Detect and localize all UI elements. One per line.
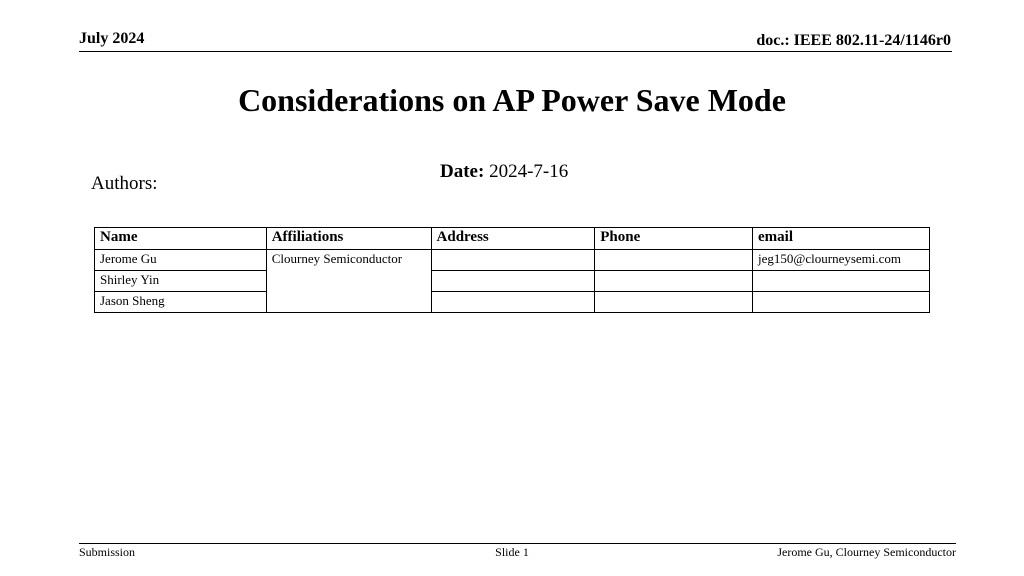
column-header-name: Name bbox=[95, 228, 267, 250]
footer-slide-number: Slide 1 bbox=[495, 545, 529, 559]
date-line bbox=[440, 161, 568, 183]
column-header-email: email bbox=[753, 228, 930, 250]
table-row bbox=[95, 250, 930, 271]
cell-email bbox=[753, 292, 930, 313]
authors-label: Authors: bbox=[91, 173, 158, 194]
header-date: July 2024 bbox=[79, 30, 145, 47]
cell-phone bbox=[595, 271, 753, 292]
cell-email: jeg150@clourneysemi.com bbox=[753, 250, 930, 271]
column-header-affiliations: Affiliations bbox=[266, 228, 431, 250]
table-row bbox=[95, 271, 930, 292]
cell-name: Shirley Yin bbox=[95, 271, 267, 292]
cell-address bbox=[431, 292, 595, 313]
cell-name: Jerome Gu bbox=[95, 250, 267, 271]
footer-submission: Submission bbox=[79, 545, 136, 559]
column-header-address: Address bbox=[431, 228, 595, 250]
header-doc-id: doc.: IEEE 802.11-24/1146r0 bbox=[756, 32, 951, 49]
cell-email bbox=[753, 271, 930, 292]
column-header-phone: Phone bbox=[595, 228, 753, 250]
cell-name: Jason Sheng bbox=[95, 292, 267, 313]
cell-address bbox=[431, 271, 595, 292]
table-header-row bbox=[95, 228, 930, 250]
header-divider bbox=[79, 51, 952, 52]
footer-divider bbox=[79, 543, 956, 544]
cell-phone bbox=[595, 292, 753, 313]
cell-address bbox=[431, 250, 595, 271]
table-row bbox=[95, 292, 930, 313]
date-label: Date: bbox=[440, 161, 485, 182]
footer-author: Jerome Gu, Clourney Semiconductor bbox=[777, 545, 956, 559]
slide-title: Considerations on AP Power Save Mode bbox=[238, 82, 786, 118]
cell-affiliation: Clourney Semiconductor bbox=[266, 250, 431, 313]
cell-phone bbox=[595, 250, 753, 271]
date-value: 2024-7-16 bbox=[489, 161, 569, 182]
authors-table bbox=[94, 227, 930, 313]
